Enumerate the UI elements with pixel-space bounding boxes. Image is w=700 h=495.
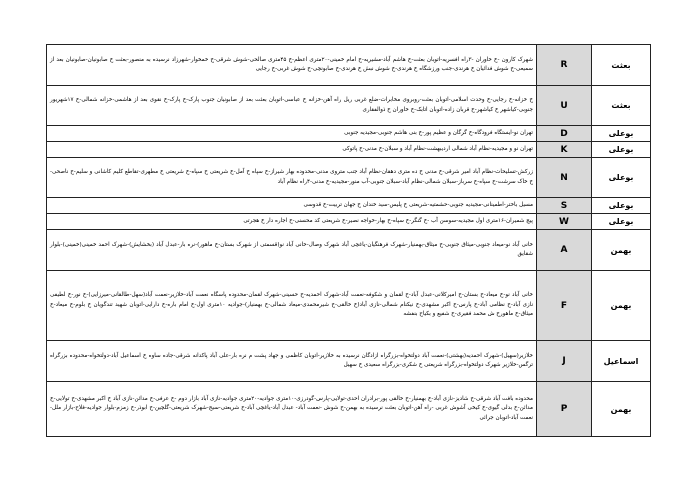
code-cell: P xyxy=(537,382,592,437)
table-row xyxy=(47,158,651,198)
schedule-table xyxy=(46,44,651,437)
code-cell: N xyxy=(537,158,592,198)
table-row xyxy=(47,86,651,126)
region-cell: بوعلی xyxy=(592,142,651,158)
table-row xyxy=(47,271,651,341)
description-cell: خانی آباد نو-میعاد جنوبی-میثاق جنوبی-خ میثاق-بهمنیار-شهرک فرهنگیان-یاغچی آباد شهرک وصال-خانی آباد نو(قسمتی از شهرک بستان-خ ماهور)-نره بار-عبدل آباد (بخشایش)-شهرک احمد خمینی(خمینی)-بلوار شقایق xyxy=(47,230,537,271)
code-cell: W xyxy=(537,214,592,230)
table-row xyxy=(47,341,651,382)
code-cell: D xyxy=(537,126,592,142)
table-row xyxy=(47,142,651,158)
region-cell: بوعلی xyxy=(592,158,651,198)
description-cell: شهرک کارون -خ خاوران -۳راه افسریه-اتوبان بعثت-خ هاشم آباد-مشیریه-خ امام خمینی-۲۰متری اعظم-خ ۴۵متری صالحی-شوش شرقی-خ خمخوار-شهرزاد نرسیده به منصور-بعثت خ صابونیان-صابونیان بعد از سمیعی-خ شوش فدائیان خ هرندی-جنب ورزشگاه خ هرندی-خ شوش نبش خ هرندی-خ صابونچی-خ شوش غربی-خ رجایی xyxy=(47,45,537,86)
region-cell: بوعلی xyxy=(592,198,651,214)
table-row xyxy=(47,382,651,437)
description-cell: خلازیر(سهیل)-شهرک احمدیه(بهشتی)-نعمت آباد دولتخواه-بزرگراه ازادگان نرسیده به خلازیر-اتوبان کاظمی و جهاد پشت م نره بار-علی آباد پاکدانه شرقی-جاده ساوه خ اسماعیل آباد-دولتخواه-محدوده بزرگراه ترگس-خلازیر شهرک دولتخواه-بزرگراه شریعتی خ شکری-بزرگراه سعیدی خ سهیل xyxy=(47,341,537,382)
table-row xyxy=(47,198,651,214)
description-cell: خانی آباد نو-خ میعاد-خ بستان-خ امیرکلانی-عبدل آباد-خ لقمان و شکوفه-نعمت آباد-شهرک احمدیه-خ حسینی-شهرک لقمان-محدوده پاسگاه نعمت آباد-خلازیر-نعمت آباد(سهل-طالقانی-میرزایی)-خ نور-خ لطیفی نازی آباد-خ نظامی آباد-خ پارس-خ اکبر مشهدی-خ نیکنام شمالی-نازی آباد(خ خالقی-خ شیرمحمدی-میعاد شمالی-خ بهمنیار)-جوادیه ۱۰متری اول-خ امام باره-خ دارایی-اتوبان شهید تندگویان خ بلوم-خ میعاد-خ میثاق-خ ماهورخ ش محمد فقیری-خ شفیع و بکیاح بنفشه xyxy=(47,271,537,341)
description-cell: مسیل باختر-اطمینانی-مجیدیه جنوبی-حشمتیه-شریعتی خ پلیس-سید خندان خ جهان تربیت-خ قدوسی xyxy=(47,198,537,214)
code-cell: F xyxy=(537,271,592,341)
code-cell: K xyxy=(537,142,592,158)
description-cell: تهران نو-ایستگاه فرودگاه-خ گرگان و عظیم پور-خ بنی هاشم جنوبی-مجیدیه جنوبی xyxy=(47,126,537,142)
code-cell: J xyxy=(537,341,592,382)
description-cell: پیچ شمیران-۱۶متری اول مجیدیه-سوسن آب -خ گنگر-خ سپاه-خ بهار-خواجه نصیر-خ شریعتی کد محسنی-خ اجاره دار خ هجرتی xyxy=(47,214,537,230)
table-row xyxy=(47,214,651,230)
region-cell: بعثت xyxy=(592,86,651,126)
region-cell: بوعلی xyxy=(592,214,651,230)
region-cell: بهمن xyxy=(592,271,651,341)
description-cell: زرکش-تسلیحات-نظام آباد امیر شرقی-خ مدنی خ ده متری دهقان-نظام آباد جنب متروی مدنی-محدوده بهار شیراز-خ سپاه خ آمل-خ شریعتی خ سپاه-خ شریعتی خ مطهری-تقاطع کلیم کاشانی و سلیم-خ ناصحی-خ خاک سرشت-خ سپاه-خ سرباز-سبلان شمالی-نظام آباد-سبلان جنوبی-آب منور-مجیدیه-خ مدنی-۴راه نظام آباد xyxy=(47,158,537,198)
code-cell: U xyxy=(537,86,592,126)
region-cell: بهمن xyxy=(592,230,651,271)
table-row xyxy=(47,45,651,86)
region-cell: اسماعیل xyxy=(592,341,651,382)
code-cell: A xyxy=(537,230,592,271)
description-cell: تهران نو و مجیدیه-نظام آباد شمالی اردیبهشت-نظام آباد و سبلان-خ مدنی-خ پاتوکی xyxy=(47,142,537,158)
region-cell: بوعلی xyxy=(592,126,651,142)
region-cell: بهمن xyxy=(592,382,651,437)
region-cell: بعثت xyxy=(592,45,651,86)
code-cell: R xyxy=(537,45,592,86)
code-cell: S xyxy=(537,198,592,214)
table-row xyxy=(47,126,651,142)
table-row xyxy=(47,230,651,271)
description-cell: محدوده بافت آباد شرقی-خ شادیز-نازی آباد-خ بهمنیار-خ خالقی پور-برادران احدی-تولایی-پارس-گودرزی-۱۰متری جوادیه-۲۰متری جوادیه-نازی آباد بازار دوم -خ عرفی-خ مدائن-نازی آباد خ اکبر مشهدی-خ تولایی-خ مدائن-خ بدلی گیوی-خ کیخی آشوش غربی -راه آهن-اتوبان بعثت نرسیده به بهمن-خ شوش -نعمت آباد- عبدل آباد-یاغچی آباد-خ شریعتی-سیج-شهرک شریعتی-گلچین-خ ابوذر-خ زمزم-بلوار جوادیه-فلاح-بازار ملل-نعمت آباد-اتوبان جرائی xyxy=(47,382,537,437)
description-cell: خ خزانه-خ رجایی-خ وحدت اسلامی-اتوبان بعثت-روبروی مخابرات-ضلع غربی ریل راه آهن-خزانه خ عباسی-اتوبان بعثت بعد از صابونیان جنوب پارک-خ پارک-خ نقوی بعد از هاشمی-خزانه شمالی-خ ۱۷شهریور جنوبی-کیاشهر خ کیاشهر-خ قربان زاده-اتوبان اتابک-خ خاوران خ ذوالفقاری xyxy=(47,86,537,126)
